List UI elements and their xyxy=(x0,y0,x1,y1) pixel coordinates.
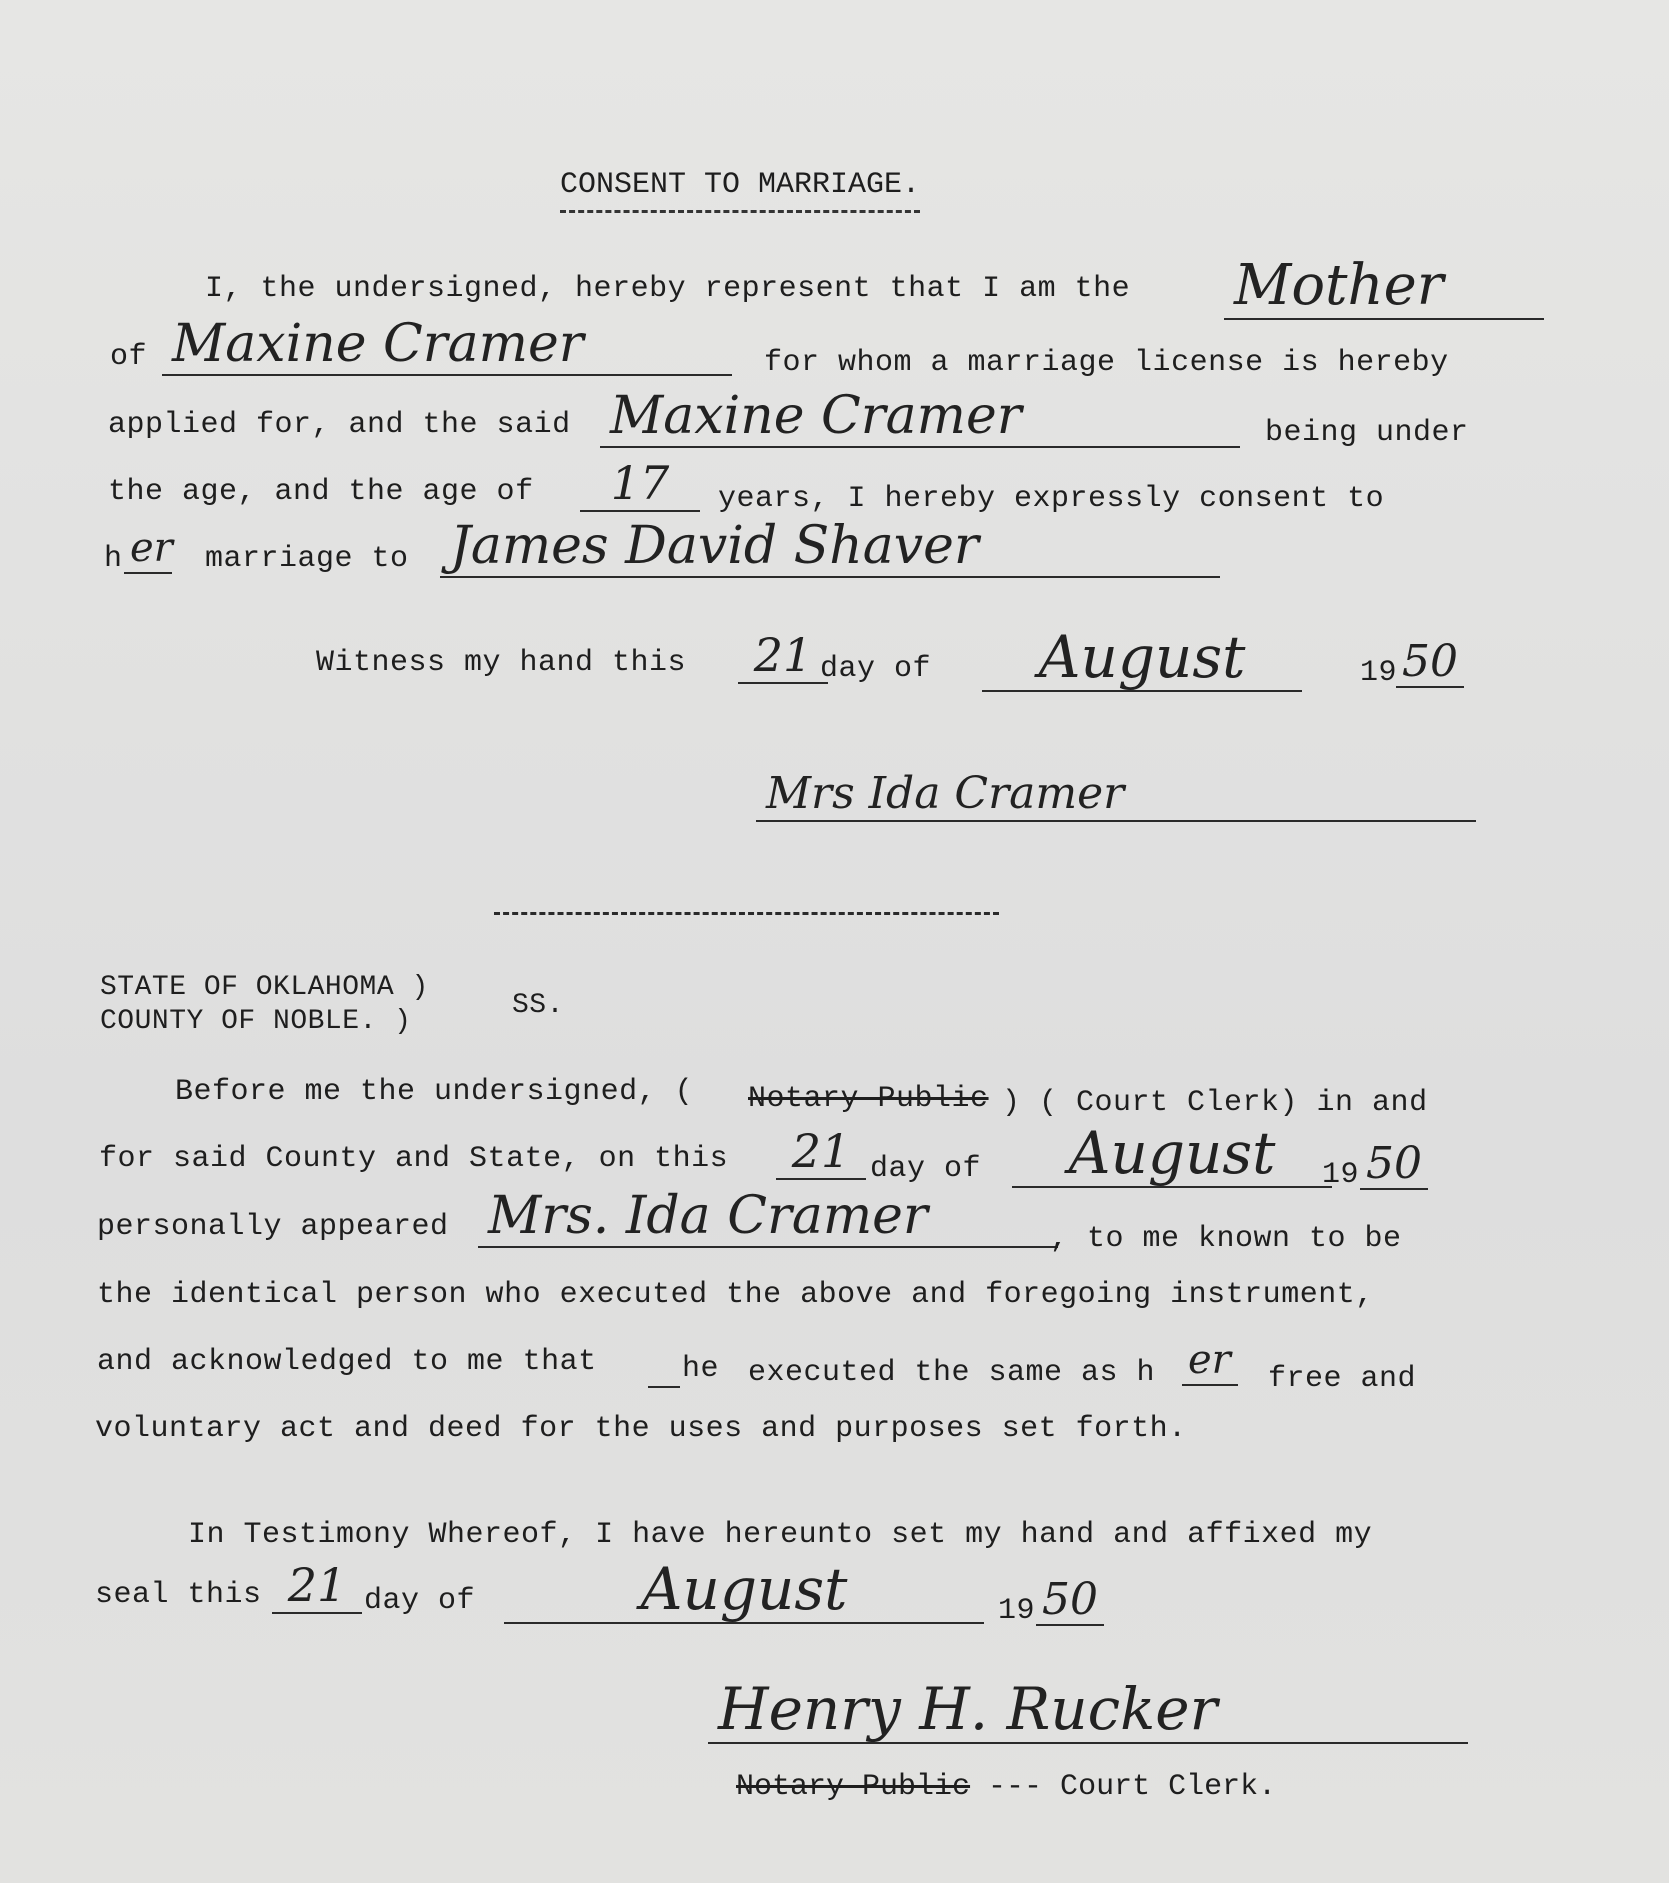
testimony-line-2a: seal this xyxy=(95,1578,262,1612)
witness-month-field: August xyxy=(982,628,1302,692)
ack-year-field: 50 xyxy=(1360,1142,1428,1190)
child-name-field-1: Maxine Cramer xyxy=(162,318,732,376)
ack-line-2a: for said County and State, on this xyxy=(99,1142,729,1176)
mother-signature: Mrs Ida Cramer xyxy=(756,772,1476,822)
ack-line-1b: ) ( Court Clerk) in and xyxy=(1002,1086,1428,1120)
ack-line-5b: executed the same as h xyxy=(748,1356,1156,1390)
clerk-signature: Henry H. Rucker xyxy=(708,1680,1468,1744)
consent-line-4b: years, I hereby expressly consent to xyxy=(718,482,1385,516)
witness-line-a: Witness my hand this xyxy=(316,646,687,680)
consent-line-1: I, the undersigned, hereby represent that I am the xyxy=(205,272,1131,306)
ack-month-field: August xyxy=(1012,1124,1332,1188)
ack-line-1a: Before me the undersigned, ( xyxy=(175,1075,694,1109)
ack-appeared-name: Mrs. Ida Cramer xyxy=(478,1190,1058,1248)
age-field: 17 xyxy=(580,460,700,512)
ack-year-prefix: 19 xyxy=(1322,1158,1360,1192)
witness-year-field: 50 xyxy=(1396,640,1464,688)
document-title: CONSENT TO MARRIAGE. xyxy=(560,168,920,213)
ack-notary-struck: Notary Public xyxy=(748,1082,989,1116)
ack-line-5-he: he xyxy=(682,1352,720,1386)
ack-line-6: voluntary act and deed for the uses and purposes set forth. xyxy=(95,1412,1187,1446)
consent-line-3b: being under xyxy=(1265,416,1469,450)
ack-line-4: the identical person who executed the above and foregoing instrument, xyxy=(97,1278,1374,1312)
testimony-year-field: 50 xyxy=(1036,1578,1104,1626)
consent-of: of xyxy=(110,340,148,374)
consent-line-3a: applied for, and the said xyxy=(108,408,571,442)
ack-line-3b: , to me known to be xyxy=(1050,1222,1402,1256)
consent-line-5-h: h xyxy=(104,542,123,576)
witness-year-prefix: 19 xyxy=(1360,656,1398,690)
venue-ss: SS. xyxy=(512,990,564,1021)
ack-line-2b: day of xyxy=(870,1152,982,1186)
witness-day-field: 21 xyxy=(738,632,828,684)
ack-line-5a: and acknowledged to me that xyxy=(97,1345,597,1379)
ack-pronoun-field: er xyxy=(1182,1340,1238,1386)
signature-title xyxy=(736,1770,1276,1804)
witness-line-b: day of xyxy=(820,652,932,686)
venue-county: COUNTY OF NOBLE. ) xyxy=(100,1006,412,1037)
ack-line-5c: free and xyxy=(1268,1362,1417,1396)
testimony-line-2b: day of xyxy=(364,1584,476,1618)
testimony-day-field: 21 xyxy=(272,1562,362,1614)
notary-struck-label: Notary Public xyxy=(736,1770,971,1804)
consent-line-2: for whom a marriage license is hereby xyxy=(764,346,1449,380)
ack-day-field: 21 xyxy=(776,1128,866,1180)
consent-line-5a: marriage to xyxy=(205,542,409,576)
groom-name-field: James David Shaver xyxy=(440,520,1220,578)
child-name-field-2: Maxine Cramer xyxy=(600,390,1240,448)
ack-line-3a: personally appeared xyxy=(97,1210,449,1244)
testimony-year-prefix: 19 xyxy=(998,1594,1036,1628)
ack-blank-s xyxy=(648,1386,680,1388)
relation-field: Mother xyxy=(1224,258,1544,320)
pronoun-field: er xyxy=(124,528,172,574)
venue-state: STATE OF OKLAHOMA ) xyxy=(100,972,429,1003)
court-clerk-label: --- Court Clerk. xyxy=(970,1770,1277,1804)
section-divider xyxy=(494,912,999,915)
testimony-month-field: August xyxy=(504,1560,984,1624)
consent-line-4a: the age, and the age of xyxy=(108,475,534,509)
testimony-line-1: In Testimony Whereof, I have hereunto set my hand and affixed my xyxy=(188,1518,1373,1552)
